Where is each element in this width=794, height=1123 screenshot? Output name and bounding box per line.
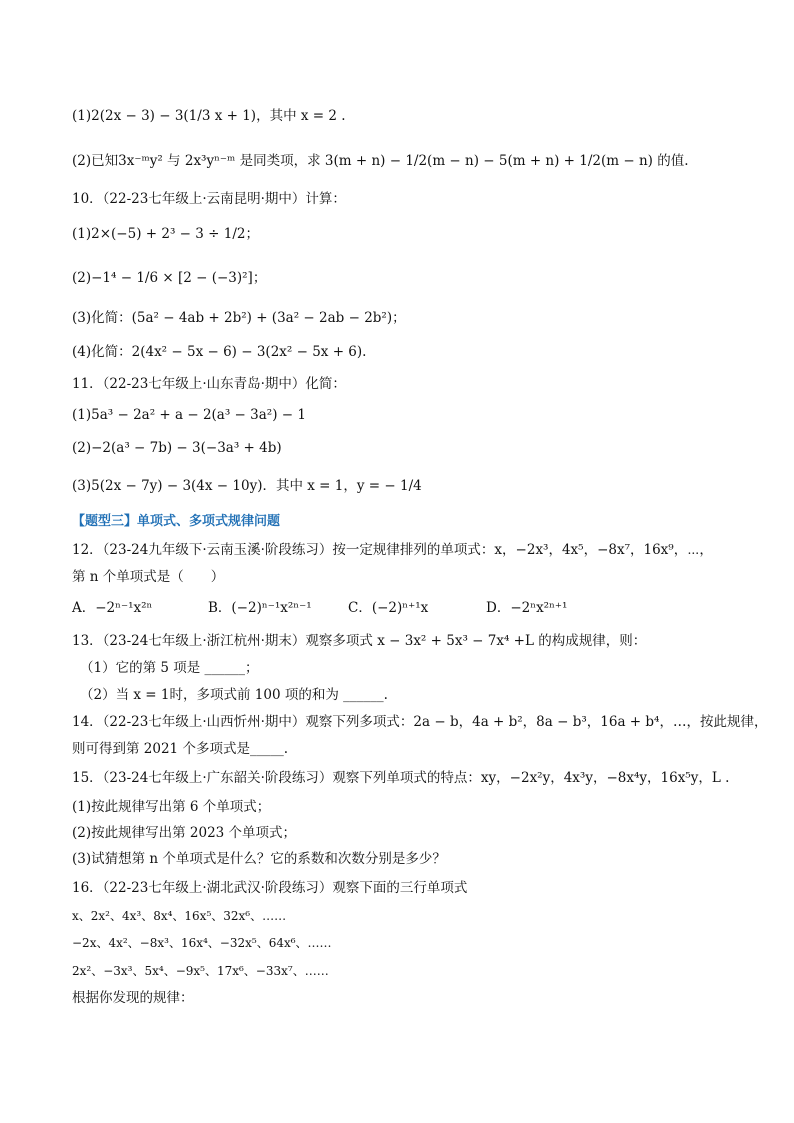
problem-11-part-2: (2)−2(a³ − 7b) − 3(−3a³ + 4b): [72, 440, 282, 456]
monomial-row-1: x、2x²、4x³、8x⁴、16x⁵、32x⁶、……: [72, 909, 287, 923]
option-b: B．(−2)ⁿ⁻¹x²ⁿ⁻¹: [208, 600, 312, 616]
problem-13-part-1: （1）它的第 5 项是 ______；: [80, 660, 259, 676]
problem-9-part-2: (2)已知3x⁻ᵐy² 与 2x³yⁿ⁻ᵐ 是同类项，求 3(m + n) − 1/2(m − n) − 5(m + n) + 1/2(m − n) 的值.: [72, 153, 689, 169]
problem-11-part-1: (1)5a³ − 2a² + a − 2(a³ − 3a²) − 1: [72, 407, 306, 423]
problem-15-part-1: (1)按此规律写出第 6 个单项式；: [72, 799, 271, 815]
problem-16-prompt: 根据你发现的规律：: [72, 990, 194, 1006]
problem-15-part-2: (2)按此规律写出第 2023 个单项式；: [72, 825, 297, 841]
problem-11-heading: 11．（22-23七年级上·山东青岛·期中）化简：: [72, 376, 346, 392]
option-c: C．(−2)ⁿ⁺¹x: [348, 600, 429, 616]
problem-12-line-1: 12．（23-24九年级下·云南玉溪·阶段练习）按一定规律排列的单项式：x，−2x³，4x⁵，−8x⁷，16x⁹，⋯，: [72, 542, 713, 558]
problem-15-heading: 15．（23-24七年级上·广东韶关·阶段练习）观察下列单项式的特点：xy，−2x²y，4x³y，−8x⁴y，16x⁵y，L .: [72, 770, 730, 786]
problem-15-part-3: (3)试猜想第 n 个单项式是什么？它的系数和次数分别是多少？: [72, 851, 446, 867]
problem-14-line-2: 则可得到第 2021 个多项式是_____.: [72, 741, 288, 757]
problem-10-part-2: (2)−1⁴ − 1/6 × [2 − (−3)²]；: [72, 270, 267, 286]
monomial-row-2: −2x、4x²、−8x³、16x⁴、−32x⁵、64x⁶、……: [72, 936, 332, 950]
section-heading: 【题型三】单项式、多项式规律问题: [72, 514, 281, 529]
problem-12-line-2: 第 n 个单项式是（ ）: [72, 569, 225, 585]
option-a: A．−2ⁿ⁻¹x²ⁿ: [72, 600, 153, 616]
problem-12-options: [72, 598, 732, 618]
problem-11-part-3: (3)5(2x − 7y) − 3(4x − 10y)．其中 x = 1，y = − 1/4: [72, 478, 422, 494]
problem-13-heading: 13．（23-24七年级上·浙江杭州·期末）观察多项式 x − 3x² + 5x³ − 7x⁴ +L 的构成规律，则：: [72, 633, 647, 649]
problem-16-heading: 16．（22-23七年级上·湖北武汉·阶段练习）观察下面的三行单项式: [72, 880, 468, 896]
problem-10-heading: 10．（22-23七年级上·云南昆明·期中）计算：: [72, 191, 346, 207]
problem-13-part-2: （2）当 x = 1时，多项式前 100 项的和为 ______.: [80, 687, 388, 703]
problem-10-part-1: (1)2×(−5) + 2³ − 3 ÷ 1/2；: [72, 226, 259, 242]
problem-10-part-3: (3)化简：(5a² − 4ab + 2b²) + (3a² − 2ab − 2b²)；: [72, 310, 406, 326]
problem-10-part-4: (4)化简：2(4x² − 5x − 6) − 3(2x² − 5x + 6).: [72, 344, 367, 360]
monomial-row-3: 2x²、−3x³、5x⁴、−9x⁵、17x⁶、−33x⁷、……: [72, 964, 329, 978]
problem-14-line-1: 14．（22-23七年级上·山西忻州·期中）观察下列多项式：2a − b，4a + b²，8a − b³，16a + b⁴，…，按此规律，: [72, 714, 768, 730]
option-d: D．−2ⁿx²ⁿ⁺¹: [486, 600, 568, 616]
problem-9-part-1: (1)2(2x − 3) − 3(1/3 x + 1)，其中 x = 2 .: [72, 108, 346, 124]
